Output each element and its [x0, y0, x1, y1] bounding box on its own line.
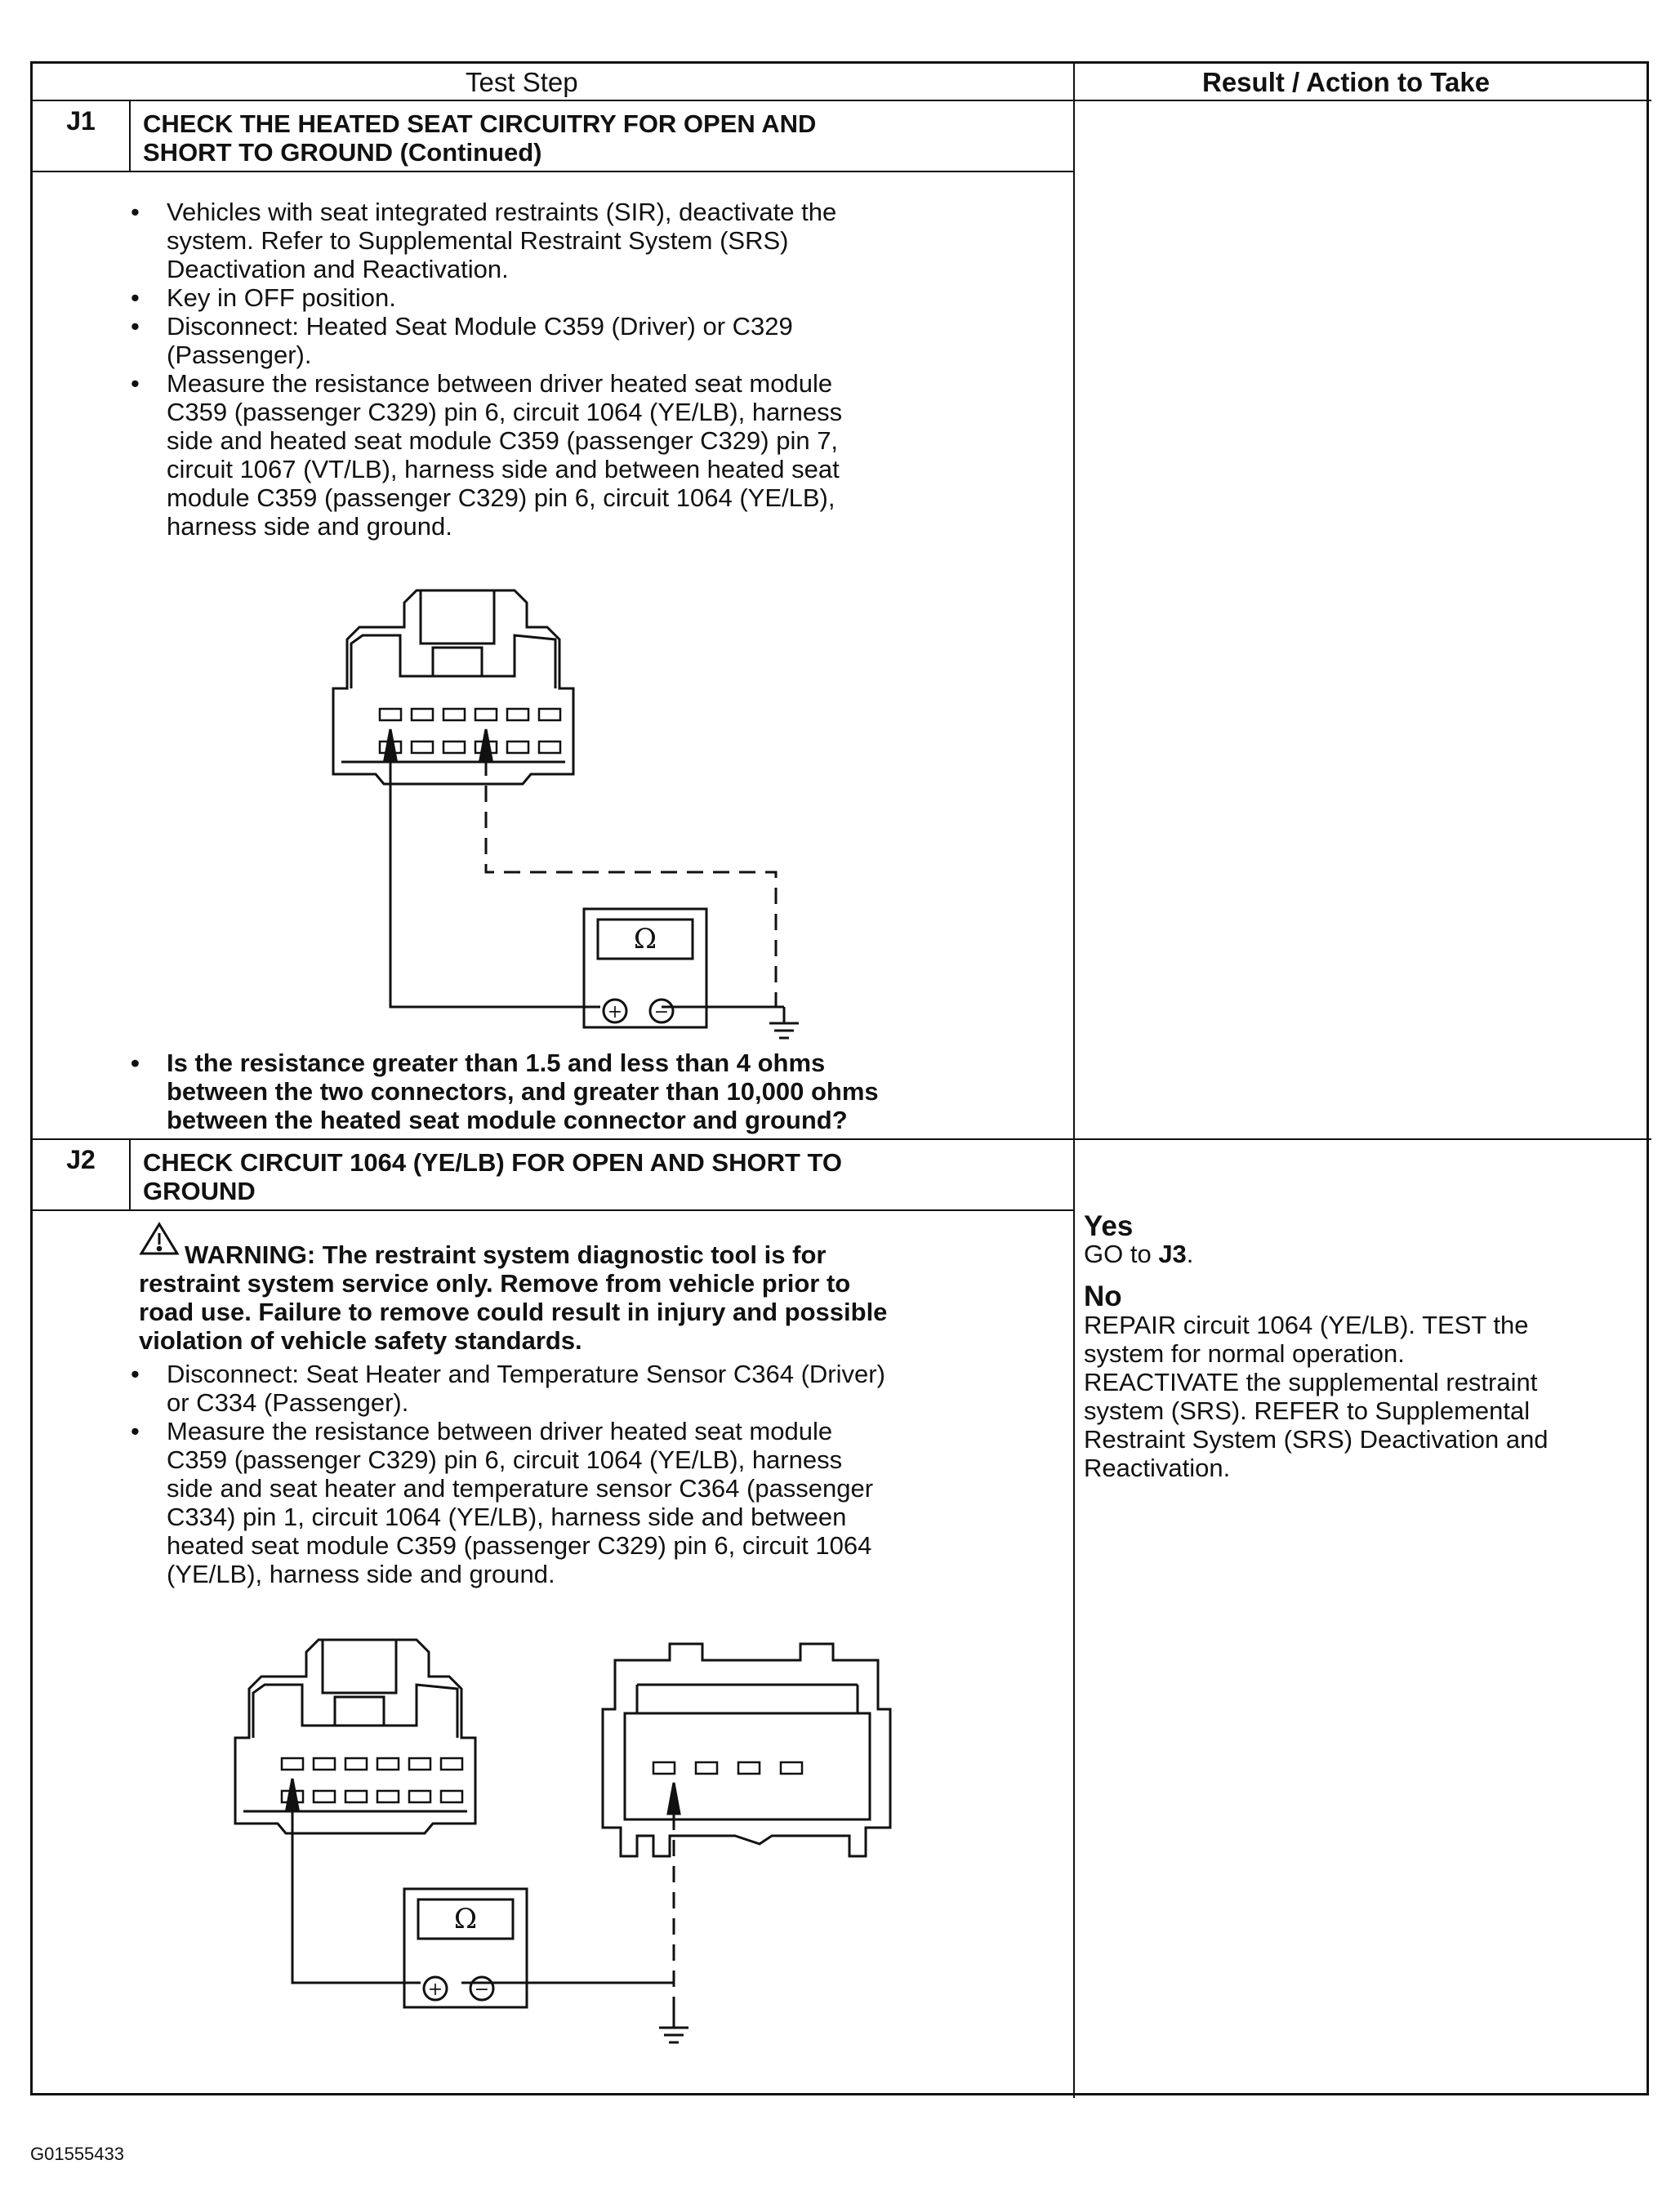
j2-instruction-list — [121, 1360, 1068, 1588]
result-yes-suffix: . — [1186, 1240, 1194, 1268]
ohm-symbol: Ω — [633, 923, 657, 955]
list-item: • Measure the resistance between driver heated seat module C359 (passenger C329) pin 6, circuit 1064 (YE/LB), harness side and seat heater and temperature sensor C364 (passenger C334) pin 1, circuit 1064 (YE/LB), harness side and between heated seat module C359 (passenger C329) pin 6, circuit 1064 (YE/LB), harness side and ground. — [121, 1417, 1068, 1588]
test-lead-dashed — [486, 759, 784, 1007]
result-yes-text — [1084, 1240, 1193, 1268]
test-step-table — [30, 61, 1649, 2095]
probe-sensor-pin1 — [668, 1783, 680, 1814]
header-rule — [33, 100, 1651, 101]
j1-connector-diagram — [278, 570, 849, 1027]
result-yes-target: J3 — [1158, 1240, 1187, 1268]
header-test-step: Test Step — [466, 67, 578, 97]
step-title-j1-line1: CHECK THE HEATED SEAT CIRCUITRY FOR OPEN AND — [143, 109, 817, 138]
result-yes-label: Yes — [1084, 1210, 1134, 1242]
meter-minus-label: − — [653, 1002, 670, 1022]
test-lead-solid — [292, 1809, 421, 1983]
step-title-j1-line2: SHORT TO GROUND (Continued) — [143, 138, 542, 167]
result-no-label: No — [1084, 1280, 1122, 1312]
step-title-j2-line1: CHECK CIRCUIT 1064 (YE/LB) FOR OPEN AND SHORT TO — [143, 1148, 843, 1177]
j2-warning-text: WARNING: The restraint system diagnostic tool is for restraint system service only. Remove from vehicle prior to road use. Failure to remove could result in injury and possible violation of vehicle safety standards. — [139, 1240, 888, 1355]
ground-symbol-icon — [659, 2011, 688, 2042]
test-lead-solid — [390, 759, 600, 1007]
column-divider — [1073, 64, 1075, 2098]
list-item: • Key in OFF position. — [121, 283, 1060, 312]
list-item: • Disconnect: Heated Seat Module C359 (Driver) or C329 (Passenger). — [121, 312, 1060, 369]
step-id-j1: J1 — [66, 106, 96, 136]
result-no-text: REPAIR circuit 1064 (YE/LB). TEST the system for normal operation. REACTIVATE the supplemental restraint system (SRS). REFER to Supplemental Restraint System (SRS) Deactivation and Reactivation. — [1084, 1311, 1549, 1482]
result-yes-prefix: GO to — [1084, 1240, 1159, 1268]
step-id-divider-j1 — [129, 100, 131, 171]
j1-title-rule — [33, 171, 1073, 172]
connector-housing — [235, 1640, 475, 1833]
j1-instruction-list — [121, 198, 1060, 541]
j2-title-rule — [33, 1209, 1073, 1211]
ground-symbol-icon — [769, 1007, 799, 1038]
probe-pin7 — [480, 729, 492, 759]
step-title-j2-line2: GROUND — [143, 1177, 256, 1205]
j2-connector-diagram — [180, 1619, 996, 2077]
list-item: • Is the resistance greater than 1.5 and less than 4 ohms between the two connectors, and greater than 10,000 ohms between the heated seat module connector and ground? — [121, 1049, 1060, 1134]
probe-pin6 — [385, 729, 396, 759]
connector-pins-row2 — [380, 741, 560, 753]
step-id-divider-j2 — [129, 1138, 131, 1209]
list-item: • Vehicles with seat integrated restraints (SIR), deactivate the system. Refer to Supplemental Restraint System (SRS) Deactivation and Reactivation. — [121, 198, 1060, 283]
meter-minus-label: − — [474, 1980, 490, 2000]
connector-pins-row1 — [380, 709, 560, 720]
j1-end-rule — [33, 1138, 1651, 1140]
connector-housing — [333, 590, 573, 784]
figure-id: G01555433 — [30, 2144, 124, 2164]
meter-plus-label: + — [607, 1002, 623, 1022]
meter-plus-label: + — [427, 1980, 443, 2000]
sensor-connector-housing — [603, 1644, 890, 1856]
j1-question-list — [121, 1049, 1060, 1134]
step-id-j2: J2 — [66, 1145, 96, 1174]
ohm-symbol: Ω — [453, 1903, 478, 1935]
list-item: • Measure the resistance between driver heated seat module C359 (passenger C329) pin 6, circuit 1064 (YE/LB), harness side and heated seat module C359 (passenger C329) pin 7, circuit 1067 (VT/LB), harness side and between heated seat module C359 (passenger C329) pin 6, circuit 1064 (YE/LB), harness side and ground. — [121, 369, 1060, 541]
list-item: • Disconnect: Seat Heater and Temperature Sensor C364 (Driver) or C334 (Passenger). — [121, 1360, 1068, 1417]
probe-pin6 — [287, 1779, 298, 1809]
header-result-action: Result / Action to Take — [1202, 67, 1491, 97]
